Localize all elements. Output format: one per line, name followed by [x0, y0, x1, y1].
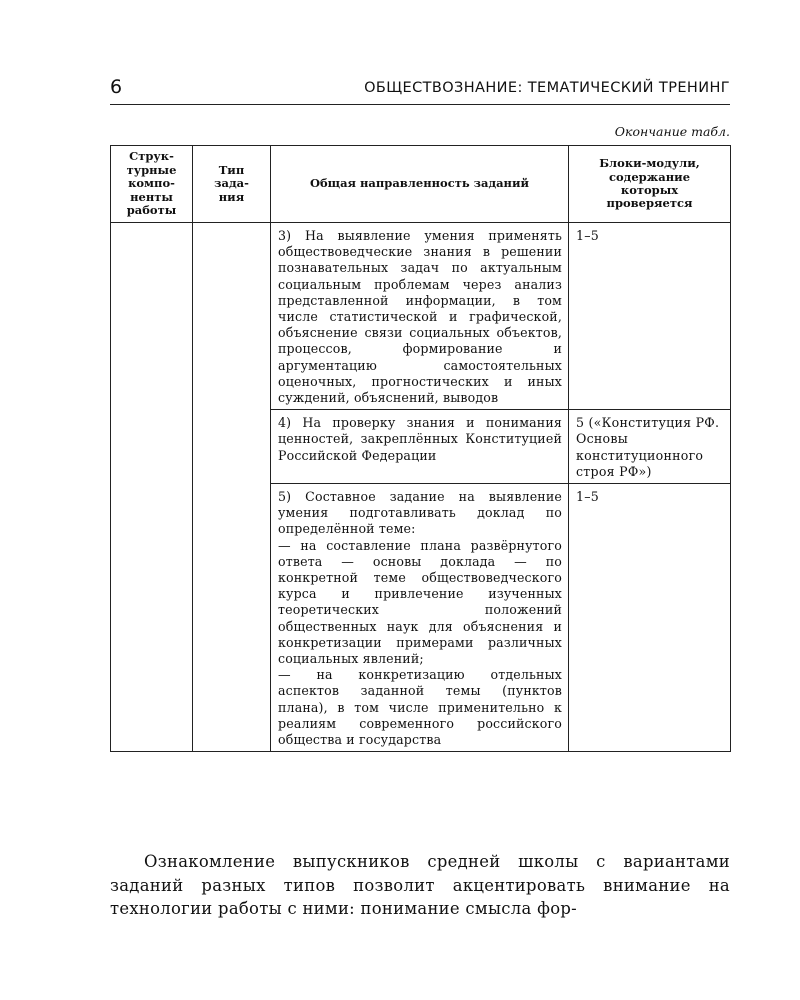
- direction-cell: [271, 223, 569, 410]
- modules-cell: [569, 484, 731, 752]
- table-caption: Окончание табл.: [614, 124, 730, 139]
- task-type-cell: [193, 223, 271, 752]
- modules-cell: [569, 223, 731, 410]
- header-modules: Блоки-модули, содержание которых проверяется: [569, 146, 731, 223]
- direction-text: 3) На выявление умения применять обществоведческие знания в решении познавательных задач по актуальным социальным проблемам через анализ представленной информации, в том числе статистической и графической, объяснение связи социальных объектов, процессов, формирование и аргументацию самостоятельных оценочных, прогностических и иных суждений, объяснений, выводов: [278, 228, 562, 406]
- modules-text: 1–5: [576, 489, 600, 505]
- running-title: ОБЩЕСТВОЗНАНИЕ: ТЕМАТИЧЕСКИЙ ТРЕНИНГ: [364, 80, 730, 96]
- structural-component-cell: [111, 223, 193, 752]
- direction-cell: [271, 410, 569, 484]
- modules-text: 1–5: [576, 228, 600, 243]
- header-direction: Общая направленность заданий: [271, 146, 569, 223]
- page-header: [110, 72, 730, 105]
- page-number: 6: [110, 76, 123, 98]
- modules-text: 5 («Конституция РФ. Основы конституционного строя РФ»): [576, 415, 720, 479]
- direction-cell: [271, 484, 569, 752]
- table-row: [111, 223, 731, 410]
- header-structural-components: Струк- турные компо- ненты работы: [111, 146, 193, 223]
- direction-text: 5) Составное задание на выявление умения подготавливать доклад по определённой теме: — на составление плана развёрнутого ответа — основы доклада — по конкретной теме обществоведческого курса и привлечение изученных теоретических положений общественных наук для объяснения и конкретизации примерами различных социальных явлений; — на конкретизацию отдельных аспектов заданной темы (пунктов плана), в том числе применительно к реалиям современного российского общества и государства: [278, 489, 562, 748]
- direction-text: 4) На проверку знания и понимания ценностей, закреплённых Конституцией Российской Федерации: [278, 415, 562, 463]
- body-paragraph: Ознакомление выпускников средней школы с вариантами заданий разных типов позволит акцентировать внимание на технологии работы с ними: понимание смысла фор-: [110, 852, 730, 919]
- header-task-type: Тип зада- ния: [193, 146, 271, 223]
- modules-cell: [569, 410, 731, 484]
- table-header-row: [111, 146, 731, 223]
- tasks-table: [110, 145, 731, 752]
